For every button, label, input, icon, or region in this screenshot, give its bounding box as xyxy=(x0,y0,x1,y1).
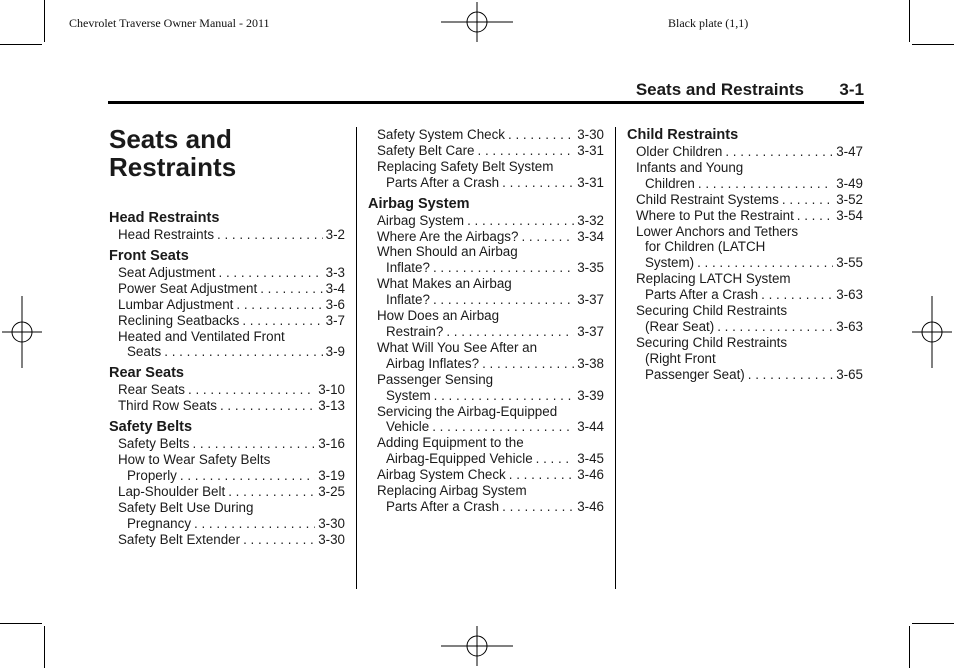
column-divider xyxy=(356,127,357,589)
toc-entry-text: Vehicle xyxy=(386,419,430,435)
toc-page-ref: 3-25 xyxy=(318,483,345,499)
toc-entry-text: Reclining Seatbacks xyxy=(118,312,240,328)
toc-column-3 xyxy=(627,127,863,388)
dot-leader xyxy=(236,297,322,313)
toc-entry[interactable] xyxy=(109,398,345,414)
toc-entry-text: What Makes an Airbag xyxy=(377,276,512,292)
toc-entry-text: Head Restraints xyxy=(118,227,215,242)
toc-page-ref: 3-63 xyxy=(836,287,863,303)
crop-mark xyxy=(909,626,910,668)
toc-page-ref: 3-13 xyxy=(318,398,345,414)
toc-page-ref: 3-49 xyxy=(836,175,863,191)
toc-entry[interactable] xyxy=(627,303,863,335)
toc-page-ref: 3-7 xyxy=(325,312,345,328)
toc-entry[interactable] xyxy=(627,208,863,224)
toc-page-ref: 3-52 xyxy=(836,191,863,207)
toc-page-ref: 3-46 xyxy=(577,498,604,514)
toc-group-heading: Rear Seats xyxy=(109,365,184,382)
toc-entry[interactable] xyxy=(627,192,863,208)
toc-entry-text: Safety Belt Extender xyxy=(118,531,241,547)
dot-leader xyxy=(192,436,315,452)
toc-page-ref: 3-37 xyxy=(577,323,604,339)
toc-entry[interactable] xyxy=(368,340,604,372)
dot-leader xyxy=(220,398,315,414)
toc-entry[interactable] xyxy=(368,467,604,483)
toc-entry[interactable] xyxy=(368,127,604,143)
toc-page-ref: 3-35 xyxy=(577,260,604,276)
crop-mark xyxy=(909,0,910,42)
toc-entry-text: Older Children xyxy=(636,144,723,159)
toc-entry[interactable] xyxy=(627,144,863,160)
toc-entry[interactable] xyxy=(109,265,345,281)
toc-entry-text: Restrain? xyxy=(386,323,444,339)
toc-entry-text: Third Row Seats xyxy=(118,398,217,414)
dot-leader xyxy=(782,192,833,208)
toc-page-ref: 3-37 xyxy=(577,292,604,308)
crop-mark xyxy=(44,0,45,42)
toc-entry-text: (Rear Seat) xyxy=(645,318,715,334)
dot-leader xyxy=(521,229,574,245)
dot-leader xyxy=(180,468,315,484)
toc-entry-text: Children xyxy=(645,175,695,191)
toc-entry[interactable] xyxy=(368,308,604,340)
toc-entry[interactable] xyxy=(109,452,345,484)
toc-page-ref: 3-39 xyxy=(577,387,604,403)
toc-entry[interactable] xyxy=(368,435,604,467)
toc-entry[interactable] xyxy=(627,224,863,272)
dot-leader xyxy=(260,281,322,297)
toc-entry-text: Passenger Seat) xyxy=(645,366,745,382)
dot-leader xyxy=(434,388,575,404)
toc-entry[interactable] xyxy=(109,329,345,361)
toc-entry-text: Parts After a Crash xyxy=(386,174,500,190)
dot-leader xyxy=(188,382,315,398)
toc-entry-text: Airbag Inflates? xyxy=(386,355,480,371)
toc-entry-text: Where Are the Airbags? xyxy=(377,228,519,244)
toc-entry[interactable] xyxy=(109,297,345,313)
toc-group xyxy=(109,419,345,547)
toc-entry-text: Adding Equipment to the xyxy=(377,435,524,451)
toc-entry-text: Airbag-Equipped Vehicle xyxy=(386,451,533,467)
toc-column-1 xyxy=(109,210,345,553)
dot-leader xyxy=(478,143,575,159)
toc-group-heading: Airbag System xyxy=(368,195,470,212)
dot-leader xyxy=(502,499,574,515)
dot-leader xyxy=(761,287,833,303)
toc-entry[interactable] xyxy=(368,404,604,436)
plate-label: Black plate (1,1) xyxy=(668,16,749,30)
toc-entry-text: System) xyxy=(645,255,695,271)
toc-entry-text: Seat Adjustment xyxy=(118,264,216,280)
toc-entry[interactable] xyxy=(109,382,345,398)
toc-group xyxy=(109,248,345,360)
toc-entry[interactable] xyxy=(627,160,863,192)
toc-entry[interactable] xyxy=(368,244,604,276)
dot-leader xyxy=(432,419,574,435)
toc-entry-text: What Will You See After an xyxy=(377,339,538,355)
toc-entry-text: for Children (LATCH xyxy=(645,239,766,255)
dot-leader xyxy=(217,227,323,243)
toc-entry-text: Safety System Check xyxy=(377,127,506,142)
toc-entry[interactable] xyxy=(368,276,604,308)
dot-leader xyxy=(508,127,574,143)
toc-page-ref: 3-30 xyxy=(318,531,345,547)
toc-entry-text: How to Wear Safety Belts xyxy=(118,452,271,468)
toc-entry-text: Safety Belt Care xyxy=(377,142,475,158)
toc-entry-text: Seats xyxy=(127,344,162,360)
toc-entry-text: Airbag System xyxy=(377,212,465,228)
dot-leader xyxy=(467,213,574,229)
toc-page-ref: 3-3 xyxy=(325,264,345,280)
toc-page-ref: 3-44 xyxy=(577,419,604,435)
toc-group-heading: Front Seats xyxy=(109,247,189,264)
toc-entry-text: Securing Child Restraints xyxy=(636,303,788,319)
toc-entry-text: Where to Put the Restraint xyxy=(636,207,794,223)
toc-entry[interactable] xyxy=(109,227,345,243)
header-rule xyxy=(108,101,864,104)
toc-entry-text: Lap-Shoulder Belt xyxy=(118,483,226,499)
toc-page-ref: 3-19 xyxy=(318,467,345,483)
toc-entry[interactable] xyxy=(368,213,604,229)
dot-leader xyxy=(725,144,833,160)
column-divider xyxy=(615,127,616,589)
toc-page-ref: 3-38 xyxy=(577,355,604,371)
toc-entry[interactable] xyxy=(368,372,604,404)
dot-leader xyxy=(446,324,574,340)
toc-entry[interactable] xyxy=(368,159,604,191)
document-title: Chevrolet Traverse Owner Manual - 2011 xyxy=(69,16,270,30)
dot-leader xyxy=(433,260,574,276)
dot-leader xyxy=(194,516,315,532)
dot-leader xyxy=(697,255,833,271)
dot-leader xyxy=(242,313,322,329)
crop-mark xyxy=(0,44,42,45)
toc-entry[interactable] xyxy=(109,281,345,297)
toc-entry-text: Pregnancy xyxy=(127,515,192,531)
toc-page-ref: 3-30 xyxy=(318,515,345,531)
dot-leader xyxy=(748,367,833,383)
toc-entry-text: Servicing the Airbag-Equipped xyxy=(377,403,558,419)
toc-entry-text: Power Seat Adjustment xyxy=(118,280,258,296)
dot-leader xyxy=(482,356,574,372)
toc-entry-text: Heated and Ventilated Front xyxy=(118,328,285,344)
toc-page-ref: 3-31 xyxy=(577,174,604,190)
dot-leader xyxy=(797,208,833,224)
toc-page-ref: 3-2 xyxy=(325,227,345,242)
toc-entry-text: Parts After a Crash xyxy=(386,498,500,514)
chapter-title: Seats and Restraints xyxy=(109,124,237,182)
dot-leader xyxy=(219,265,323,281)
toc-page-ref: 3-9 xyxy=(325,344,345,360)
toc-page-ref: 3-47 xyxy=(836,144,863,159)
dot-leader xyxy=(433,292,574,308)
toc-page-ref: 3-16 xyxy=(318,436,345,452)
toc-entry-text: Lumbar Adjustment xyxy=(118,296,234,312)
toc-group xyxy=(368,196,604,515)
registration-mark-top xyxy=(441,2,513,42)
toc-entry-text: How Does an Airbag xyxy=(377,308,500,324)
toc-page-ref: 3-55 xyxy=(836,255,863,271)
toc-entry[interactable] xyxy=(109,313,345,329)
toc-column-2 xyxy=(368,127,604,520)
toc-entry-text: When Should an Airbag xyxy=(377,244,518,260)
dot-leader xyxy=(717,319,833,335)
crop-mark xyxy=(912,44,954,45)
crop-mark xyxy=(0,623,42,624)
dot-leader xyxy=(228,484,315,500)
toc-entry-text: (Right Front xyxy=(645,350,716,366)
toc-page-ref: 3-10 xyxy=(318,382,345,398)
dot-leader xyxy=(698,176,833,192)
toc-entry[interactable] xyxy=(109,500,345,532)
toc-page-ref: 3-4 xyxy=(325,280,345,296)
toc-entry[interactable] xyxy=(627,335,863,383)
dot-leader xyxy=(243,532,315,548)
toc-entry-text: Replacing Safety Belt System xyxy=(377,158,554,174)
toc-entry-text: Child Restraint Systems xyxy=(636,191,779,207)
toc-entry-text: Securing Child Restraints xyxy=(636,334,788,350)
toc-entry-text: Safety Belts xyxy=(118,436,190,452)
toc-entry-text: Inflate? xyxy=(386,260,430,276)
toc-group xyxy=(109,210,345,243)
toc-entry-text: Replacing LATCH System xyxy=(636,271,791,287)
toc-entry-text: Rear Seats xyxy=(118,382,185,398)
toc-page-ref: 3-34 xyxy=(577,228,604,244)
toc-group-heading: Child Restraints xyxy=(627,127,739,143)
toc-entry-text: System xyxy=(386,387,431,403)
toc-entry-text: Passenger Sensing xyxy=(377,371,494,387)
registration-mark-left xyxy=(2,296,42,368)
toc-page-ref: 3-45 xyxy=(577,451,604,467)
toc-group-heading: Head Restraints xyxy=(109,210,220,226)
toc-entry[interactable] xyxy=(627,271,863,303)
dot-leader xyxy=(509,467,574,483)
toc-entry-text: Infants and Young xyxy=(636,159,744,175)
toc-entry[interactable] xyxy=(368,229,604,245)
toc-group-heading: Safety Belts xyxy=(109,419,193,436)
toc-page-ref: 3-54 xyxy=(836,207,863,223)
toc-entry-text: Inflate? xyxy=(386,292,430,308)
toc-entry[interactable] xyxy=(109,484,345,500)
toc-entry-text: Lower Anchors and Tethers xyxy=(636,223,799,239)
toc-page-ref: 3-65 xyxy=(836,366,863,382)
toc-page-ref: 3-46 xyxy=(577,467,604,483)
toc-entry-text: Parts After a Crash xyxy=(645,287,759,303)
toc-entry-text: Airbag System Check xyxy=(377,467,506,483)
toc-group xyxy=(368,127,604,191)
section-title: Seats and Restraints xyxy=(635,80,804,99)
toc-page-ref: 3-6 xyxy=(325,296,345,312)
toc-entry[interactable] xyxy=(109,436,345,452)
registration-mark-bottom xyxy=(441,626,513,666)
toc-entry[interactable] xyxy=(368,143,604,159)
toc-page-ref: 3-31 xyxy=(577,142,604,158)
toc-entry-text: Replacing Airbag System xyxy=(377,483,527,499)
toc-page-ref: 3-63 xyxy=(836,318,863,334)
registration-mark-right xyxy=(912,296,952,368)
toc-page-ref: 3-32 xyxy=(577,212,604,228)
page-number: 3-1 xyxy=(839,80,864,99)
toc-group xyxy=(109,365,345,414)
dot-leader xyxy=(536,451,575,467)
toc-entry-text: Safety Belt Use During xyxy=(118,499,254,515)
dot-leader xyxy=(164,344,322,360)
toc-page-ref: 3-30 xyxy=(577,127,604,142)
toc-entry[interactable] xyxy=(368,483,604,515)
dot-leader xyxy=(502,175,574,191)
crop-mark xyxy=(912,623,954,624)
toc-entry-text: Properly xyxy=(127,467,177,483)
crop-mark xyxy=(44,626,45,668)
toc-group xyxy=(627,127,863,383)
toc-entry[interactable] xyxy=(109,532,345,548)
